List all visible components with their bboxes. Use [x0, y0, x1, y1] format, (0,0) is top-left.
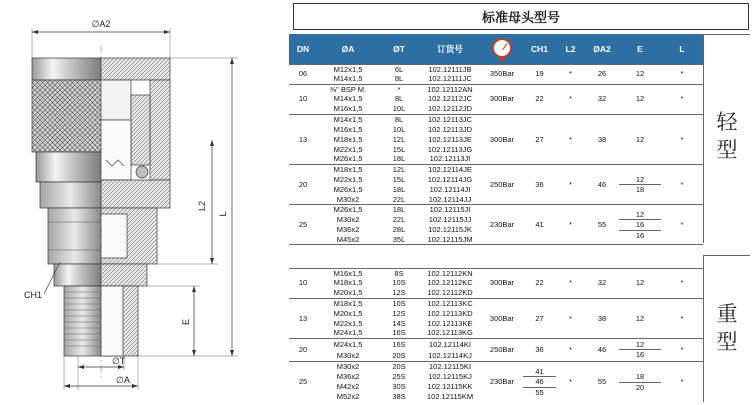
- col-order-no: 订货号: [419, 34, 481, 64]
- ch1-cell: 22: [523, 268, 556, 298]
- tube-t-cell: 15L: [392, 144, 406, 154]
- order-no-cell: 102.12113KE: [427, 318, 473, 328]
- e-value: 12: [619, 210, 661, 221]
- tube-t-cell: 22L: [392, 194, 406, 204]
- l-cell: *: [661, 298, 703, 338]
- thread-a-cell: M16x1,5: [317, 268, 379, 278]
- l2-cell: *: [556, 205, 585, 245]
- dn-cell: 13: [289, 114, 317, 164]
- thread-a-cell: M14x1,5: [333, 94, 363, 104]
- order-no-cell: 102.12115KM: [426, 392, 474, 402]
- thread-a-cell: ⅜" BSP M.: [317, 84, 379, 94]
- tube-t-cell: 12S: [392, 288, 406, 298]
- thread-a-cell: M16x1,5: [333, 104, 363, 114]
- thread-a-cell: M52x2: [336, 392, 360, 402]
- pressure-gauge-icon: [492, 38, 512, 58]
- order-no-cell: 102.12115JK: [428, 225, 472, 235]
- l2-cell: *: [556, 298, 585, 338]
- e-stack: [619, 205, 661, 244]
- tube-t-cell: 20S: [392, 350, 406, 360]
- dn-cell: 13: [289, 298, 317, 338]
- coupling-drawing-svg: [0, 0, 290, 405]
- dn-cell: 06: [289, 64, 317, 84]
- table-row: [289, 205, 703, 215]
- thread-a-cell: M22x1,5: [333, 144, 363, 154]
- thread-a-cell: M18x1,5: [317, 298, 379, 308]
- pressure-cell: 250Bar: [481, 164, 523, 204]
- series-light-char-1: 轻: [716, 110, 738, 134]
- table-row: [289, 114, 703, 124]
- a2-cell: 55: [585, 362, 619, 402]
- series-light-label: [705, 108, 749, 165]
- table-row: [289, 298, 703, 308]
- order-no-cell: 102.12113KG: [427, 328, 473, 338]
- ch1-cell: 41: [523, 205, 556, 245]
- pressure-cell: 250Bar: [481, 338, 523, 361]
- e-cell: [619, 205, 661, 245]
- tube-t-cell: 8L: [379, 114, 419, 124]
- e-value: 16: [619, 220, 661, 231]
- order-no-cell: 102.12113JG: [427, 144, 473, 154]
- col-pressure: [481, 34, 523, 64]
- order-no-cell: 102.12112AN: [419, 84, 481, 94]
- tube-t-cell: 10L: [392, 124, 406, 134]
- l-cell: *: [661, 362, 703, 402]
- dn-cell: 10: [289, 268, 317, 298]
- e-value: 18: [635, 185, 645, 195]
- tube-t-cell: 30S: [392, 381, 406, 391]
- thread-a-cell: M14x1,5: [317, 114, 379, 124]
- thread-a-cell: M22x1,5: [333, 174, 363, 184]
- order-no-cell: 102.12112KN: [419, 268, 481, 278]
- dim-l2-label: L2: [197, 200, 207, 212]
- tube-t-cell: 15L: [392, 174, 406, 184]
- tube-t-cell: 28L: [392, 225, 406, 235]
- series-spacer-row: [289, 245, 703, 268]
- ch1-cell: 27: [523, 114, 556, 164]
- order-no-cell: 102.12113KD: [427, 308, 473, 318]
- ch1-cell: 27: [523, 298, 556, 338]
- a2-cell: 32: [585, 268, 619, 298]
- dim-e-label: E: [181, 318, 191, 326]
- female-coupling-spec-table: [289, 34, 703, 402]
- col-e: E: [619, 34, 661, 64]
- tube-t-cell: 18L: [379, 205, 419, 215]
- col-a: ØA: [317, 34, 379, 64]
- dn-cell: 25: [289, 362, 317, 402]
- thread-a-cell: M14x1,5: [333, 74, 363, 84]
- table-row: [289, 64, 703, 74]
- spacer-cell: [289, 245, 703, 268]
- tube-t-cell: *: [379, 84, 419, 94]
- thread-a-cell: M36x2: [336, 371, 360, 381]
- table-title: 标准母头型号: [293, 3, 749, 30]
- a2-cell: 32: [585, 84, 619, 114]
- ch1-stack: [523, 362, 556, 402]
- order-no-cell: 102.12114KJ: [428, 350, 472, 360]
- e-stack: [619, 362, 661, 402]
- tube-t-cell: 20S: [379, 362, 419, 372]
- tube-t-cell: 8L: [394, 94, 404, 104]
- e-cell: 12: [619, 114, 661, 164]
- col-a2: ØA2: [585, 34, 619, 64]
- order-no-cell: 102.12112KD: [427, 288, 473, 298]
- tube-t-cell: 8S: [379, 268, 419, 278]
- order-no-cell: 102.12112JC: [427, 94, 473, 104]
- l-cell: *: [661, 64, 703, 84]
- series-light-char-2: 型: [716, 138, 738, 163]
- series-heavy-label: [705, 300, 749, 357]
- ch1-cell: 22: [523, 84, 556, 114]
- order-no-cell: 102.12114JJ: [428, 194, 472, 204]
- order-no-cell: 102.12115KJ: [428, 371, 472, 381]
- tube-t-cell: 25S: [392, 371, 406, 381]
- order-no-cell: 102.12111JC: [428, 74, 472, 84]
- thread-a-cell: M42x2: [336, 381, 360, 391]
- order-no-cell: 102.12115KI: [419, 362, 481, 372]
- col-ch1: CH1: [523, 34, 556, 64]
- tube-t-cell: 12S: [392, 308, 406, 318]
- tube-t-cell: 18L: [392, 154, 406, 164]
- tube-t-cell: 12L: [392, 134, 406, 144]
- e-cell: [619, 362, 661, 402]
- order-no-cell: 102.12113JE: [428, 134, 472, 144]
- thread-a-cell: M36x2: [336, 225, 360, 235]
- order-no-cell: 102.12111JB: [419, 64, 481, 74]
- thread-a-cell: M26x1,5: [333, 184, 363, 194]
- col-l2: L2: [556, 34, 585, 64]
- pressure-cell: 230Bar: [481, 205, 523, 245]
- tube-t-cell: 14S: [392, 318, 406, 328]
- pressure-cell: 350Bar: [481, 64, 523, 84]
- tube-t-cell: 16S: [379, 338, 419, 350]
- dim-l-label: L: [218, 211, 228, 217]
- thread-a-cell: M18x1,5: [317, 164, 379, 174]
- ch1-value: 55: [535, 387, 544, 397]
- l-cell: *: [661, 268, 703, 298]
- a2-cell: 55: [585, 205, 619, 245]
- e-cell: 12: [619, 298, 661, 338]
- order-no-cell: 102.12114KI: [419, 338, 481, 350]
- thread-a-cell: M30x2: [317, 362, 379, 372]
- e-value: 12: [619, 175, 661, 186]
- order-no-cell: 102.12112JD: [427, 104, 473, 114]
- table-row: [289, 338, 703, 350]
- table-header-row: [289, 34, 703, 64]
- e-value: 16: [635, 230, 645, 240]
- e-stack: [619, 339, 661, 361]
- l-cell: *: [661, 205, 703, 245]
- a2-cell: 46: [585, 338, 619, 361]
- thread-a-cell: M30x2: [336, 214, 360, 224]
- thread-a-cell: M26x1,5: [317, 205, 379, 215]
- order-no-cell: 102.12115JM: [427, 234, 473, 244]
- tube-t-cell: 10S: [392, 278, 406, 288]
- pressure-cell: 300Bar: [481, 298, 523, 338]
- pressure-cell: 300Bar: [481, 268, 523, 298]
- thread-a-cell: M30x2: [336, 350, 360, 360]
- dim-t-label: ∅T: [112, 356, 126, 366]
- tube-t-cell: 22L: [392, 214, 406, 224]
- table-row: [289, 268, 703, 278]
- thread-a-cell: M12x1,5: [317, 64, 379, 74]
- series-heavy-char-1: 重: [716, 302, 738, 326]
- thread-a-cell: M22x1,5: [333, 318, 363, 328]
- l-cell: *: [661, 164, 703, 204]
- l2-cell: *: [556, 362, 585, 402]
- ch1-cell: 36: [523, 164, 556, 204]
- order-no-cell: 102.12115KK: [427, 381, 473, 391]
- l2-cell: *: [556, 114, 585, 164]
- e-cell: 12: [619, 84, 661, 114]
- dim-a-label: ∅A: [116, 375, 130, 385]
- thread-a-cell: M24x1,5: [317, 338, 379, 350]
- a2-cell: 26: [585, 64, 619, 84]
- series-heavy-char-2: 型: [716, 330, 738, 355]
- l-cell: *: [661, 338, 703, 361]
- dim-ch1-label: CH1: [24, 290, 43, 300]
- l2-cell: *: [556, 338, 585, 361]
- pressure-cell: 300Bar: [481, 114, 523, 164]
- tube-t-cell: 10L: [392, 104, 406, 114]
- e-value: 12: [619, 340, 661, 351]
- tube-t-cell: 38S: [392, 392, 406, 402]
- e-cell: 12: [619, 64, 661, 84]
- a2-cell: 38: [585, 298, 619, 338]
- l-cell: *: [661, 84, 703, 114]
- dim-a2-label: ∅A2: [91, 19, 111, 29]
- thread-a-cell: M26x1,5: [333, 154, 363, 164]
- order-no-cell: 102.12114JI: [429, 184, 471, 194]
- order-no-cell: 102.12113JI: [429, 154, 471, 164]
- order-no-cell: 102.12113JC: [419, 114, 481, 124]
- pressure-cell: 300Bar: [481, 84, 523, 114]
- thread-end: [64, 286, 101, 356]
- ch1-cell: 36: [523, 338, 556, 361]
- ch1-value: 41: [523, 367, 556, 378]
- dn-cell: 25: [289, 205, 317, 245]
- tube-t-cell: 35L: [392, 234, 406, 244]
- l2-cell: *: [556, 84, 585, 114]
- e-stack: [619, 165, 661, 204]
- tube-t-cell: 10S: [379, 298, 419, 308]
- thread-a-cell: M20x1,5: [333, 308, 363, 318]
- order-no-cell: 102.12112KC: [427, 278, 473, 288]
- tube-t-cell: 16S: [392, 328, 406, 338]
- coupling-cross-section-drawing: [0, 0, 290, 405]
- table-row: [289, 362, 703, 372]
- ch1-cell: [523, 362, 556, 402]
- col-l: L: [661, 34, 703, 64]
- pressure-cell: 230Bar: [481, 362, 523, 402]
- order-no-cell: 102.12113JD: [427, 124, 473, 134]
- knurled-sleeve: [32, 80, 101, 152]
- dn-cell: 10: [289, 84, 317, 114]
- thread-a-cell: M24x1,5: [333, 328, 363, 338]
- hex-body: [48, 208, 101, 264]
- dn-cell: 20: [289, 338, 317, 361]
- order-no-cell: 102.12113KC: [419, 298, 481, 308]
- tube-t-cell: 12L: [379, 164, 419, 174]
- table-row: [289, 164, 703, 174]
- e-cell: [619, 164, 661, 204]
- thread-a-cell: M16x1,5: [333, 124, 363, 134]
- order-no-cell: 102.12114JG: [427, 174, 473, 184]
- col-dn: DN: [289, 34, 317, 64]
- order-no-cell: 102.12115JI: [419, 205, 481, 215]
- table-body: [289, 64, 703, 402]
- e-cell: 12: [619, 268, 661, 298]
- thread-a-cell: M18x1,5: [333, 278, 363, 288]
- dn-cell: 20: [289, 164, 317, 204]
- thread-a-cell: M20x1,5: [333, 288, 363, 298]
- ch1-value: 46: [523, 377, 556, 388]
- thread-a-cell: M18x1,5: [333, 134, 363, 144]
- table-row: [289, 84, 703, 94]
- thread-a-cell: M45x2: [336, 234, 360, 244]
- a2-cell: 38: [585, 114, 619, 164]
- col-t: ØT: [379, 34, 419, 64]
- locking-ball: [136, 166, 148, 178]
- e-value: 20: [635, 382, 645, 392]
- tube-t-cell: 8L: [394, 74, 404, 84]
- ch1-cell: 19: [523, 64, 556, 84]
- tube-t-cell: 18L: [392, 184, 406, 194]
- e-value: 16: [635, 350, 645, 360]
- l-cell: *: [661, 114, 703, 164]
- l2-cell: *: [556, 268, 585, 298]
- tube-t-cell: 6L: [379, 64, 419, 74]
- l2-cell: *: [556, 164, 585, 204]
- e-cell: [619, 338, 661, 361]
- a2-cell: 46: [585, 164, 619, 204]
- order-no-cell: 102.12114JE: [419, 164, 481, 174]
- l2-cell: *: [556, 64, 585, 84]
- thread-a-cell: M30x2: [336, 194, 360, 204]
- order-no-cell: 102.12115JJ: [428, 214, 472, 224]
- e-value: 18: [619, 372, 661, 383]
